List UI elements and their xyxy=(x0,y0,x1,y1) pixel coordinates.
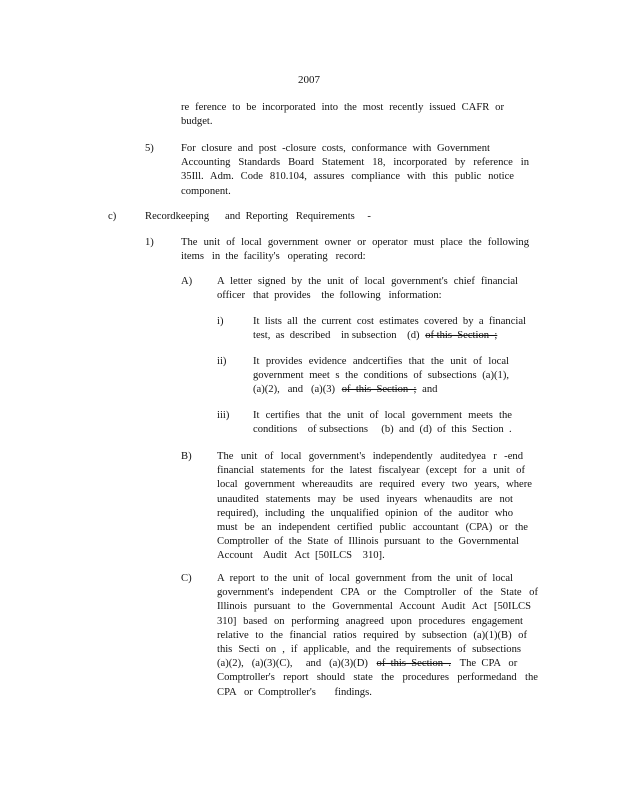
item-A-text xyxy=(217,275,518,303)
paragraph-line: Comptroller's report should state the procedures performedand the xyxy=(217,672,538,684)
paragraph-line: re ference to be incorporated into the most recently issued CAFR or xyxy=(181,102,504,113)
item-label-C: C) xyxy=(181,573,192,584)
paragraph-line: The unit of local government's independently auditedyea r -end xyxy=(217,451,523,462)
text-run: (a)(2), and (a)(3) xyxy=(253,384,336,396)
paragraph-line: 310] based on performing anagreed upon procedures engagement xyxy=(217,615,523,627)
paragraph-line: financial statements for the latest fiscalyear (except for a unit of xyxy=(217,465,525,477)
item-label-i: i) xyxy=(217,316,224,327)
item-iii-text xyxy=(253,409,512,437)
paragraph-line-with-strike xyxy=(253,383,509,397)
text-run: The CPA or xyxy=(459,658,518,670)
paragraph-line: A report to the unit of local government from the unit of local xyxy=(217,573,513,584)
paragraph-line: government meet s the conditions of subsections (a)(1), xyxy=(253,370,509,382)
item-ii-text xyxy=(253,355,509,398)
paragraph-line: government's independent CPA or the Comptroller of the State of xyxy=(217,587,538,599)
paragraph-line: items in the facility's operating record: xyxy=(181,251,366,263)
paragraph-line: relative to the financial ratios required by subsection (a)(1)(B) of xyxy=(217,629,527,641)
item-i-text xyxy=(253,315,526,343)
text-run: (a)(2), (a)(3)(C), and (a)(3)(D) xyxy=(217,658,368,670)
paragraph-line: 35Ill. Adm. Code 810.104, assures compliance with this public notice xyxy=(181,171,514,183)
item-label-ii: ii) xyxy=(217,356,227,367)
paragraph-line: this Secti on , if applicable, and the requirements of subsections xyxy=(217,644,521,656)
paragraph-line: required), including the unqualified opinion of the auditor who xyxy=(217,507,513,519)
paragraph-line-with-strike xyxy=(217,657,538,671)
paragraph-line: It certifies that the unit of local government meets the xyxy=(253,410,512,421)
paragraph-line: must be an independent certified public accountant (CPA) or the xyxy=(217,522,528,534)
paragraph-line: local government whereaudits are required every two years, where xyxy=(217,479,532,491)
paragraph-line-with-strike xyxy=(253,329,526,343)
paragraph-line: CPA or Comptroller's findings. xyxy=(217,686,372,698)
continuation-paragraph xyxy=(181,101,504,129)
item-label-5: 5) xyxy=(145,143,154,154)
paragraph-line: It provides evidence andcertifies that the unit of local xyxy=(253,356,509,367)
paragraph-line: conditions of subsections (b) and (d) of this Section . xyxy=(253,424,512,436)
struck-text: of this Section ; xyxy=(425,330,498,342)
paragraph-line: budget. xyxy=(181,116,213,128)
paragraph-line: The unit of local government owner or operator must place the following xyxy=(181,237,529,248)
item-1-text xyxy=(181,236,529,264)
paragraph-line: Accounting Standards Board Statement 18, incorporated by reference in xyxy=(181,157,529,169)
paragraph-line: unaudited statements may be used inyears whenaudits are not xyxy=(217,493,513,505)
paragraph-line: It lists all the current cost estimates covered by a financial xyxy=(253,316,526,327)
paragraph-line: For closure and post -closure costs, conformance with Government xyxy=(181,143,490,154)
item-5-text xyxy=(181,142,529,199)
paragraph-line: Account Audit Act [50ILCS 310]. xyxy=(217,550,385,562)
item-label-A: A) xyxy=(181,276,193,287)
section-heading-text: Recordkeeping and Reporting Requirements xyxy=(145,211,355,222)
paragraph-line: officer that provides the following information: xyxy=(217,290,442,302)
paragraph-line: component. xyxy=(181,185,231,197)
item-B-text xyxy=(217,450,532,564)
page-header-year: 2007 xyxy=(298,74,320,86)
text-run: and xyxy=(422,384,438,396)
item-label-B: B) xyxy=(181,451,192,462)
paragraph-line: A letter signed by the unit of local government's chief financial xyxy=(217,276,518,287)
item-C-text xyxy=(217,572,538,700)
section-heading-mark: - xyxy=(367,211,371,222)
struck-text: of this Section . xyxy=(376,658,451,670)
struck-text: of this Section ; xyxy=(341,384,417,396)
section-label-c: c) xyxy=(108,211,117,222)
text-run: test, as described in subsection (d) xyxy=(253,330,420,342)
paragraph-line: Illinois pursuant to the Governmental Account Audit Act [50ILCS xyxy=(217,601,531,613)
item-label-1: 1) xyxy=(145,237,154,248)
paragraph-line: Comptroller of the State of Illinois pursuant to the Governmental xyxy=(217,536,519,548)
section-c-heading xyxy=(145,210,371,224)
item-label-iii: iii) xyxy=(217,410,230,421)
